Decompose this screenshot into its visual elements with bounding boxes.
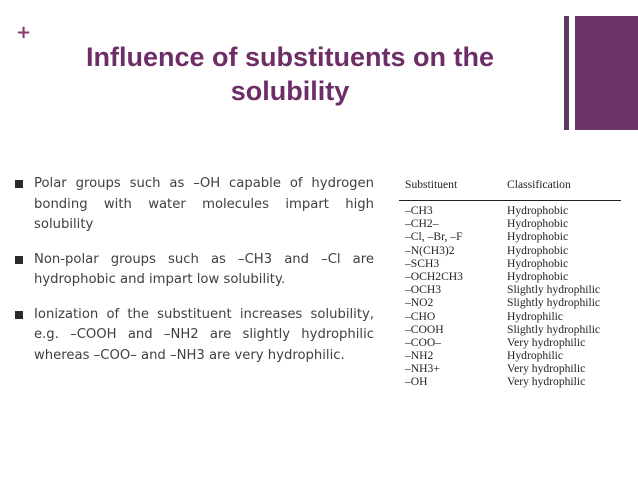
table-cell-substituent: –OH [405,375,428,389]
table-cell-classification: Very hydrophilic [507,375,586,389]
bullet-item [14,174,374,236]
bullet-square-icon [15,180,23,188]
table-header-classification: Classification [507,178,571,191]
table-body [395,204,625,389]
bullet-square-icon [15,256,23,264]
table-cell-classification: Hydrophobic [507,204,569,217]
plus-mark: + [16,22,32,43]
table-cell-substituent: –CH3 [405,204,433,217]
table-cell-substituent: –CHO [405,309,436,323]
table-header-row [395,170,625,198]
substituent-table [395,170,625,412]
table-cell-classification: Hydrophobic [507,243,569,257]
table-cell-classification: Very hydrophilic [507,362,586,376]
bullet-text: Polar groups such as –OH capable of hydrogen bonding with water molecules impart high solubility [34,176,374,232]
table-row [395,296,625,309]
table-row [395,323,625,336]
bullet-item [14,250,374,291]
table-cell-classification: Very hydrophilic [507,335,586,349]
table-cell-substituent: –N(CH3)2 [405,243,455,257]
slide-title-line-1: Influence of substituents on the [85,42,494,72]
table-cell-substituent: –NH2 [405,349,434,363]
table-row [395,257,625,270]
table-row [395,204,625,217]
table-cell-classification: Hydrophilic [507,349,564,363]
table-cell-substituent: –Cl, –Br, –F [405,230,463,244]
table-cell-classification: Slightly hydrophilic [507,296,601,310]
table-cell-classification: Slightly hydrophilic [507,322,601,336]
table-cell-substituent: –COO– [405,335,442,349]
table-cell-classification: Slightly hydrophilic [507,283,601,297]
table-cell-substituent: –NH3+ [405,362,440,376]
table-row [395,362,625,375]
table-row [395,283,625,296]
table-cell-substituent: –NO2 [405,296,434,310]
table-row [395,375,625,388]
table-cell-substituent: –SCH3 [405,256,440,270]
table-cell-classification: Hydrophobic [507,269,569,283]
table-row [395,270,625,283]
table-cell-classification: Hydrophobic [507,217,569,231]
table-cell-classification: Hydrophilic [507,309,564,323]
bullet-square-icon [15,311,23,319]
bullet-item [14,305,374,367]
bullet-text: Non-polar groups such as –CH3 and –Cl are hydrophobic and impart low solubility. [34,251,374,287]
table-row [395,310,625,323]
table-header-substituent: Substituent [405,178,458,191]
table-cell-substituent: –OCH3 [405,283,442,297]
accent-bar [575,16,638,130]
table-row [395,336,625,349]
table-row [395,349,625,362]
table-cell-substituent: –OCH2CH3 [405,269,463,283]
bullet-text: Ionization of the substituent increases solubility, e.g. –COOH and –NH2 are slightly hydrophilic whereas –COO– and –NH3 are very hydrophilic. [34,306,374,363]
table-header-rule [399,200,621,201]
table-cell-classification: Hydrophobic [507,230,569,244]
accent-bar-thin [564,16,569,130]
table-cell-substituent: –CH2– [405,217,439,231]
table-row [395,230,625,243]
bullet-list [14,174,374,380]
slide-title-line-2: solubility [230,76,350,106]
slide-title [40,40,540,108]
table-cell-classification: Hydrophobic [507,256,569,270]
table-row [395,217,625,230]
table-row [395,244,625,257]
table-cell-substituent: –COOH [405,322,444,336]
